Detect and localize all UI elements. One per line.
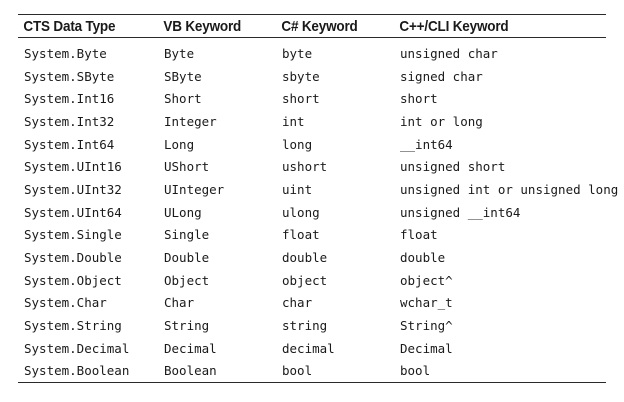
- cell-cts-data-type: System.UInt16: [24, 159, 122, 175]
- cell-csharp-keyword: double: [282, 250, 328, 266]
- cell-cpp-cli-keyword: __int64: [400, 136, 453, 152]
- cell-cts-data-type: System.Double: [24, 250, 122, 266]
- cell-vb-keyword: ULong: [164, 204, 202, 220]
- table-row: [18, 314, 606, 337]
- cell-csharp-keyword: string: [282, 318, 328, 334]
- cell-cpp-cli-keyword: int or long: [400, 113, 483, 129]
- cell-vb-keyword: Short: [164, 91, 202, 107]
- cell-cpp-cli-keyword: unsigned __int64: [400, 204, 521, 220]
- table-row: [18, 246, 606, 269]
- table-row: [18, 292, 606, 315]
- cell-cpp-cli-keyword: wchar_t: [400, 295, 453, 311]
- cell-csharp-keyword: float: [282, 227, 320, 243]
- table-row: [18, 224, 606, 247]
- cell-cpp-cli-keyword: double: [400, 250, 446, 266]
- cell-vb-keyword: Char: [164, 295, 195, 311]
- cell-cpp-cli-keyword: unsigned char: [400, 45, 498, 61]
- cell-cts-data-type: System.Int32: [24, 113, 115, 129]
- cell-vb-keyword: Double: [164, 250, 210, 266]
- cell-cts-data-type: System.UInt64: [24, 204, 122, 220]
- table-row: [18, 155, 606, 178]
- table-row: [18, 87, 606, 110]
- cell-cts-data-type: System.UInt32: [24, 181, 122, 197]
- cell-cts-data-type: System.Int16: [24, 91, 115, 107]
- cell-csharp-keyword: bool: [282, 363, 313, 379]
- table-body: [18, 38, 619, 383]
- cell-csharp-keyword: short: [282, 91, 320, 107]
- cell-csharp-keyword: int: [282, 113, 305, 129]
- cell-vb-keyword: Boolean: [164, 363, 217, 379]
- cell-csharp-keyword: decimal: [282, 340, 335, 356]
- header-vb-keyword: VB Keyword: [163, 17, 242, 35]
- cell-csharp-keyword: ushort: [282, 159, 328, 175]
- cell-csharp-keyword: sbyte: [282, 68, 320, 84]
- table-header-row: [18, 15, 606, 38]
- cell-csharp-keyword: uint: [282, 181, 313, 197]
- cell-vb-keyword: UShort: [164, 159, 210, 175]
- table-row: [18, 65, 606, 88]
- table-row: [18, 178, 606, 201]
- data-type-table-container: [18, 14, 619, 383]
- table-row: [18, 269, 606, 292]
- table-row: [18, 360, 606, 383]
- cell-cts-data-type: System.Byte: [24, 45, 107, 61]
- cell-cts-data-type: System.Single: [24, 227, 122, 243]
- cell-cpp-cli-keyword: Decimal: [400, 340, 453, 356]
- cell-cts-data-type: System.String: [24, 318, 122, 334]
- cell-vb-keyword: String: [164, 318, 210, 334]
- cell-cpp-cli-keyword: unsigned int or unsigned long: [400, 181, 619, 197]
- cell-vb-keyword: Integer: [164, 113, 217, 129]
- table-row: [18, 133, 606, 156]
- header-csharp-keyword: C# Keyword: [281, 17, 358, 35]
- cell-csharp-keyword: long: [282, 136, 313, 152]
- header-cts-data-type: CTS Data Type: [23, 17, 116, 35]
- data-type-table: [18, 14, 619, 383]
- cell-cts-data-type: System.SByte: [24, 68, 115, 84]
- cell-csharp-keyword: object: [282, 272, 328, 288]
- header-cpp-cli-keyword: C++/CLI Keyword: [399, 17, 509, 35]
- cell-cts-data-type: System.Int64: [24, 136, 115, 152]
- cell-vb-keyword: SByte: [164, 68, 202, 84]
- cell-cts-data-type: System.Decimal: [24, 340, 130, 356]
- table-row: [18, 201, 606, 224]
- cell-cts-data-type: System.Char: [24, 295, 107, 311]
- table-row: [18, 110, 606, 133]
- cell-cpp-cli-keyword: object^: [400, 272, 453, 288]
- cell-cpp-cli-keyword: float: [400, 227, 438, 243]
- table-row: [18, 38, 606, 65]
- cell-cts-data-type: System.Boolean: [24, 363, 130, 379]
- cell-vb-keyword: UInteger: [164, 181, 225, 197]
- cell-csharp-keyword: ulong: [282, 204, 320, 220]
- cell-csharp-keyword: char: [282, 295, 313, 311]
- cell-vb-keyword: Byte: [164, 45, 195, 61]
- cell-cpp-cli-keyword: signed char: [400, 68, 483, 84]
- cell-cts-data-type: System.Object: [24, 272, 122, 288]
- cell-vb-keyword: Object: [164, 272, 210, 288]
- cell-vb-keyword: Long: [164, 136, 195, 152]
- cell-cpp-cli-keyword: unsigned short: [400, 159, 506, 175]
- cell-vb-keyword: Single: [164, 227, 210, 243]
- table-row: [18, 337, 606, 360]
- cell-cpp-cli-keyword: short: [400, 91, 438, 107]
- cell-vb-keyword: Decimal: [164, 340, 217, 356]
- cell-cpp-cli-keyword: String^: [400, 318, 453, 334]
- cell-cpp-cli-keyword: bool: [400, 363, 431, 379]
- cell-csharp-keyword: byte: [282, 45, 313, 61]
